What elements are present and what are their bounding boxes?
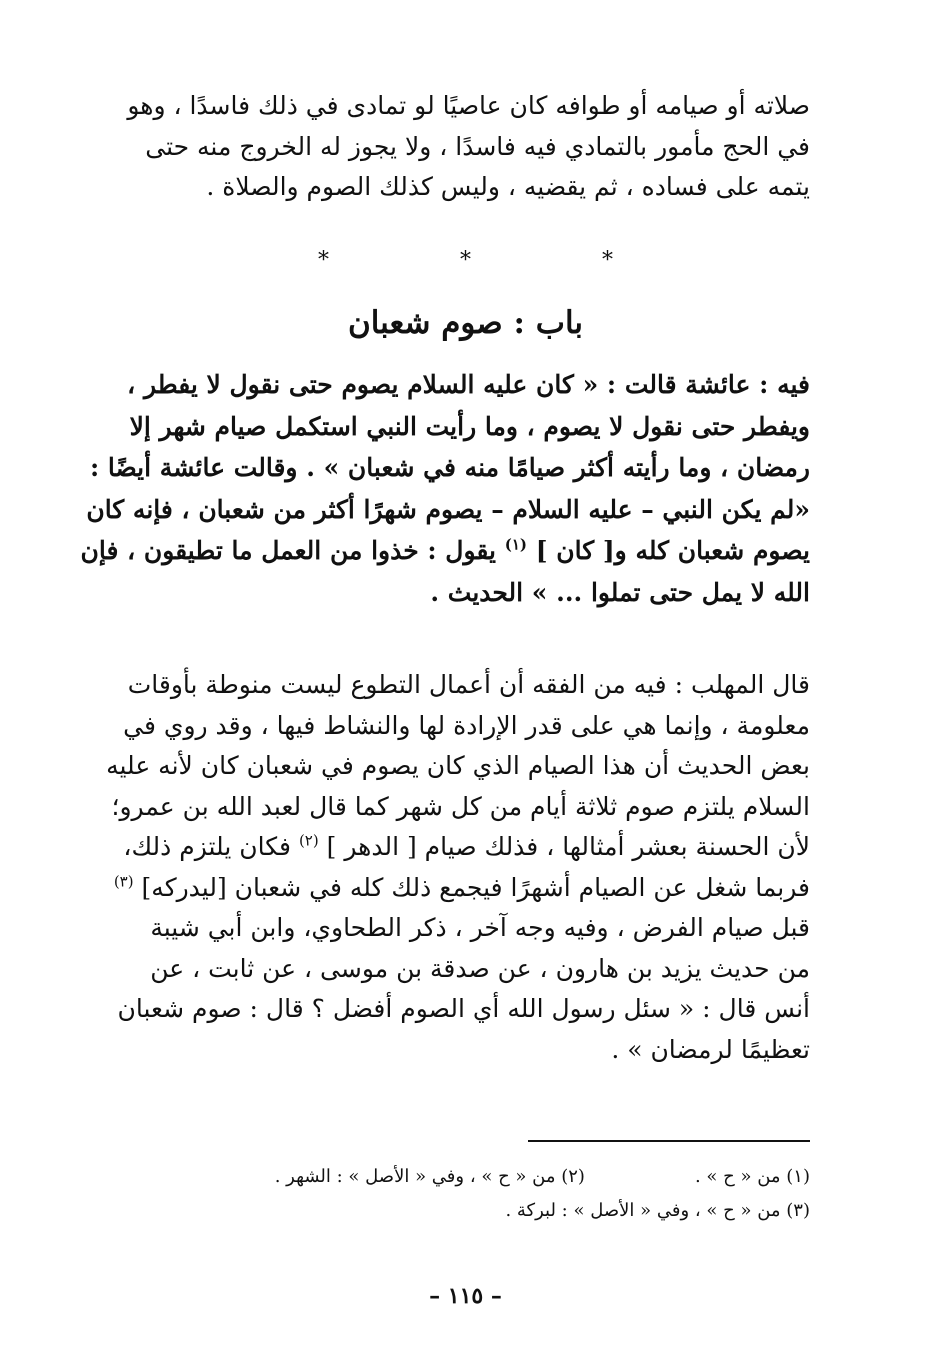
- commentary-paragraph: [106, 665, 810, 1070]
- text-line: [113, 868, 810, 909]
- text-line: بعض الحديث أن هذا الصيام الذي كان يصوم في شعبان كان لأنه عليه: [106, 751, 810, 780]
- text-segment: يقول : خذوا من العمل ما تطيقون ، فإن: [80, 536, 496, 565]
- hadith-paragraph: [80, 364, 810, 613]
- text-line: ويفطر حتى نقول لا يصوم ، وما رأيت النبي استكمل صيام شهر إلا: [129, 411, 810, 441]
- footnote-marker: (٣): [113, 872, 134, 891]
- top-paragraph: [120, 86, 810, 208]
- page-number: – ١١٥ –: [429, 1283, 502, 1309]
- text-segment: يصوم شعبان كله و[ كان ]: [535, 536, 810, 565]
- text-segment: لأن الحسنة بعشر أمثالها ، فذلك صيام [ الدهر ]: [326, 832, 810, 861]
- text-line: صلاته أو صيامه أو طوافه كان عاصيًا لو تمادى في ذلك فاسدًا ، وهو: [127, 91, 810, 120]
- text-line: «لم يكن النبي – عليه السلام – يصوم شهرًا أكثر من شعبان ، فإنه كان: [86, 494, 810, 524]
- footnote-row: [120, 1194, 810, 1228]
- text-segment: فربما شغل عن الصيام أشهرًا فيجمع ذلك كله في شعبان [ليدركه]: [141, 872, 810, 902]
- text-line: فيه : عائشة قالت : « كان عليه السلام يصوم حتى نقول لا يفطر ،: [127, 370, 810, 399]
- text-line: [120, 827, 810, 868]
- text-line: يتمه على فساده ، ثم يقضيه ، وليس كذلك الصوم والصلاة .: [206, 172, 810, 201]
- text-line: قبل صيام الفرض ، وفيه وجه آخر ، ذكر الطحاوي، وابن أبي شيبة: [150, 913, 810, 942]
- text-line: قال المهلب : فيه من الفقه أن أعمال التطوع ليست منوطة بأوقات: [127, 670, 810, 699]
- text-line: [80, 530, 810, 572]
- text-line: في الحج مأمور بالتمادي فيه فاسدًا ، ولا يجوز له الخروج منه حتى: [145, 131, 810, 161]
- footnote: (٣) من « ح » ، وفي « الأصل » : لبركة .: [505, 1200, 810, 1221]
- text-line: الله لا يمل حتى تملوا ... » الحديث .: [430, 577, 810, 607]
- footnote-row: [120, 1160, 810, 1194]
- chapter-heading: باب : صوم شعبان: [347, 305, 584, 341]
- footnote-marker: (١): [504, 535, 527, 554]
- footnote-divider: [528, 1140, 810, 1142]
- footnotes: [120, 1160, 810, 1228]
- text-segment: فكان يلتزم ذلك،: [123, 832, 291, 861]
- text-line: معلومة ، وإنما هي على قدر الإرادة لها والنشاط فيها ، وقد روي في: [123, 710, 810, 740]
- text-line: من حديث يزيد بن هارون ، عن صدقة بن موسى ، عن ثابت ، عن: [150, 953, 810, 983]
- footnote: (٢) من « ح » ، وفي « الأصل » : الشهر .: [274, 1166, 585, 1187]
- text-line: أنس قال : « سئل رسول الله أي الصوم أفضل ؟ قال : صوم شعبان: [117, 994, 810, 1023]
- section-separator: * * *: [318, 248, 675, 273]
- text-line: تعظيمًا لرمضان » .: [611, 1034, 810, 1064]
- footnote: (١) من « ح » .: [694, 1166, 810, 1187]
- footnote-marker: (٢): [298, 831, 319, 850]
- text-line: السلام يلتزم صوم ثلاثة أيام من كل شهر كما قال لعبد الله بن عمرو؛: [111, 791, 810, 821]
- text-line: رمضان ، وما رأيته أكثر صيامًا منه في شعبان » . وقالت عائشة أيضًا :: [89, 453, 810, 482]
